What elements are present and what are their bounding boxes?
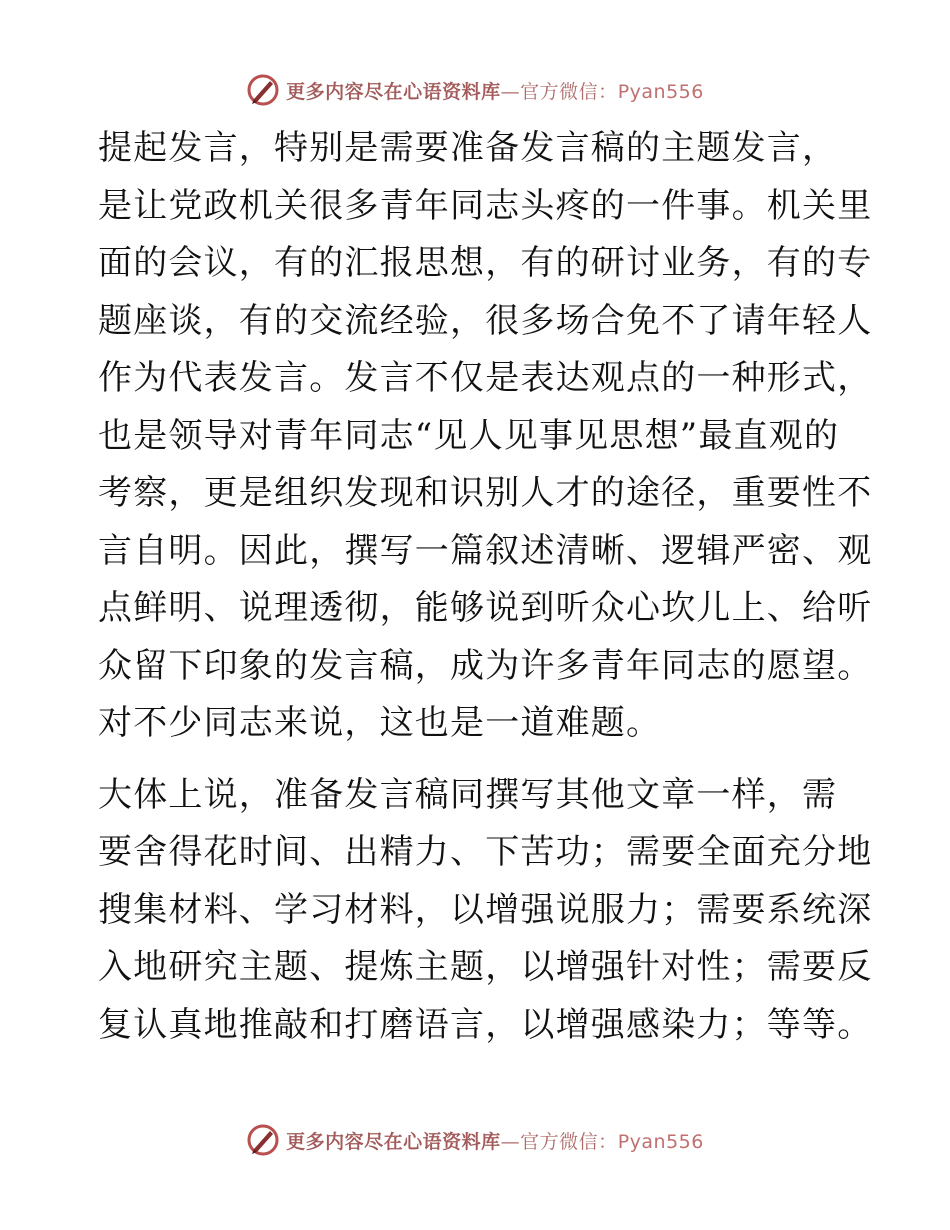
watermark-sub: —官方微信： bbox=[500, 1130, 618, 1153]
text-line: 众留下印象的发言稿，成为许多青年同志的愿望。 bbox=[98, 645, 873, 686]
watermark-text bbox=[286, 1127, 704, 1154]
text-line: 对不少同志来说，这也是一道难题。 bbox=[98, 703, 662, 743]
text-line: 复认真地推敲和打磨语言，以增强感染力；等等。 bbox=[98, 1004, 873, 1045]
text-line: 入地研究主题、提炼主题，以增强针对性；需要反 bbox=[98, 947, 873, 987]
paragraph-2 bbox=[98, 767, 873, 1055]
text-line: 考察，更是组织发现和识别人才的途径，重要性不 bbox=[98, 473, 873, 513]
text-line: 作为代表发言。发言不仅是表达观点的一种形式， bbox=[98, 358, 873, 398]
text-line: 点鲜明、说理透彻，能够说到听众心坎儿上、给听 bbox=[98, 588, 873, 628]
text-line: 提起发言，特别是需要准备发言稿的主题发言， bbox=[98, 128, 838, 168]
paragraph-1 bbox=[98, 120, 873, 753]
footer-watermark bbox=[0, 1120, 950, 1160]
pen-logo-icon bbox=[246, 73, 280, 107]
text-line: 是让党政机关很多青年同志头疼的一件事。机关里 bbox=[98, 185, 873, 226]
text-line: 言自明。因此，撰写一篇叙述清晰、逻辑严密、观 bbox=[98, 530, 873, 571]
text-line: 大体上说，准备发言稿同撰写其他文章一样，需 bbox=[98, 774, 838, 815]
text-line: 要舍得花时间、出精力、下苦功；需要全面充分地 bbox=[98, 832, 873, 872]
text-line: 面的会议，有的汇报思想，有的研讨业务，有的专 bbox=[98, 243, 873, 283]
header-watermark bbox=[0, 70, 950, 110]
watermark-sub: —官方微信： bbox=[500, 80, 618, 103]
document-body bbox=[98, 120, 873, 1054]
watermark-wechat-id: Pyan556 bbox=[617, 1130, 704, 1153]
watermark-wechat-id: Pyan556 bbox=[617, 80, 704, 103]
watermark-text bbox=[286, 77, 704, 104]
text-line: 搜集材料、学习材料，以增强说服力；需要系统深 bbox=[98, 889, 873, 930]
pen-logo-icon bbox=[246, 1123, 280, 1157]
watermark-main: 更多内容尽在心语资料库 bbox=[286, 80, 501, 103]
text-line: 题座谈，有的交流经验，很多场合免不了请年轻人 bbox=[98, 300, 873, 341]
text-line: 也是领导对青年同志“见人见事见思想”最直观的 bbox=[98, 415, 840, 456]
watermark-main: 更多内容尽在心语资料库 bbox=[286, 1130, 501, 1153]
